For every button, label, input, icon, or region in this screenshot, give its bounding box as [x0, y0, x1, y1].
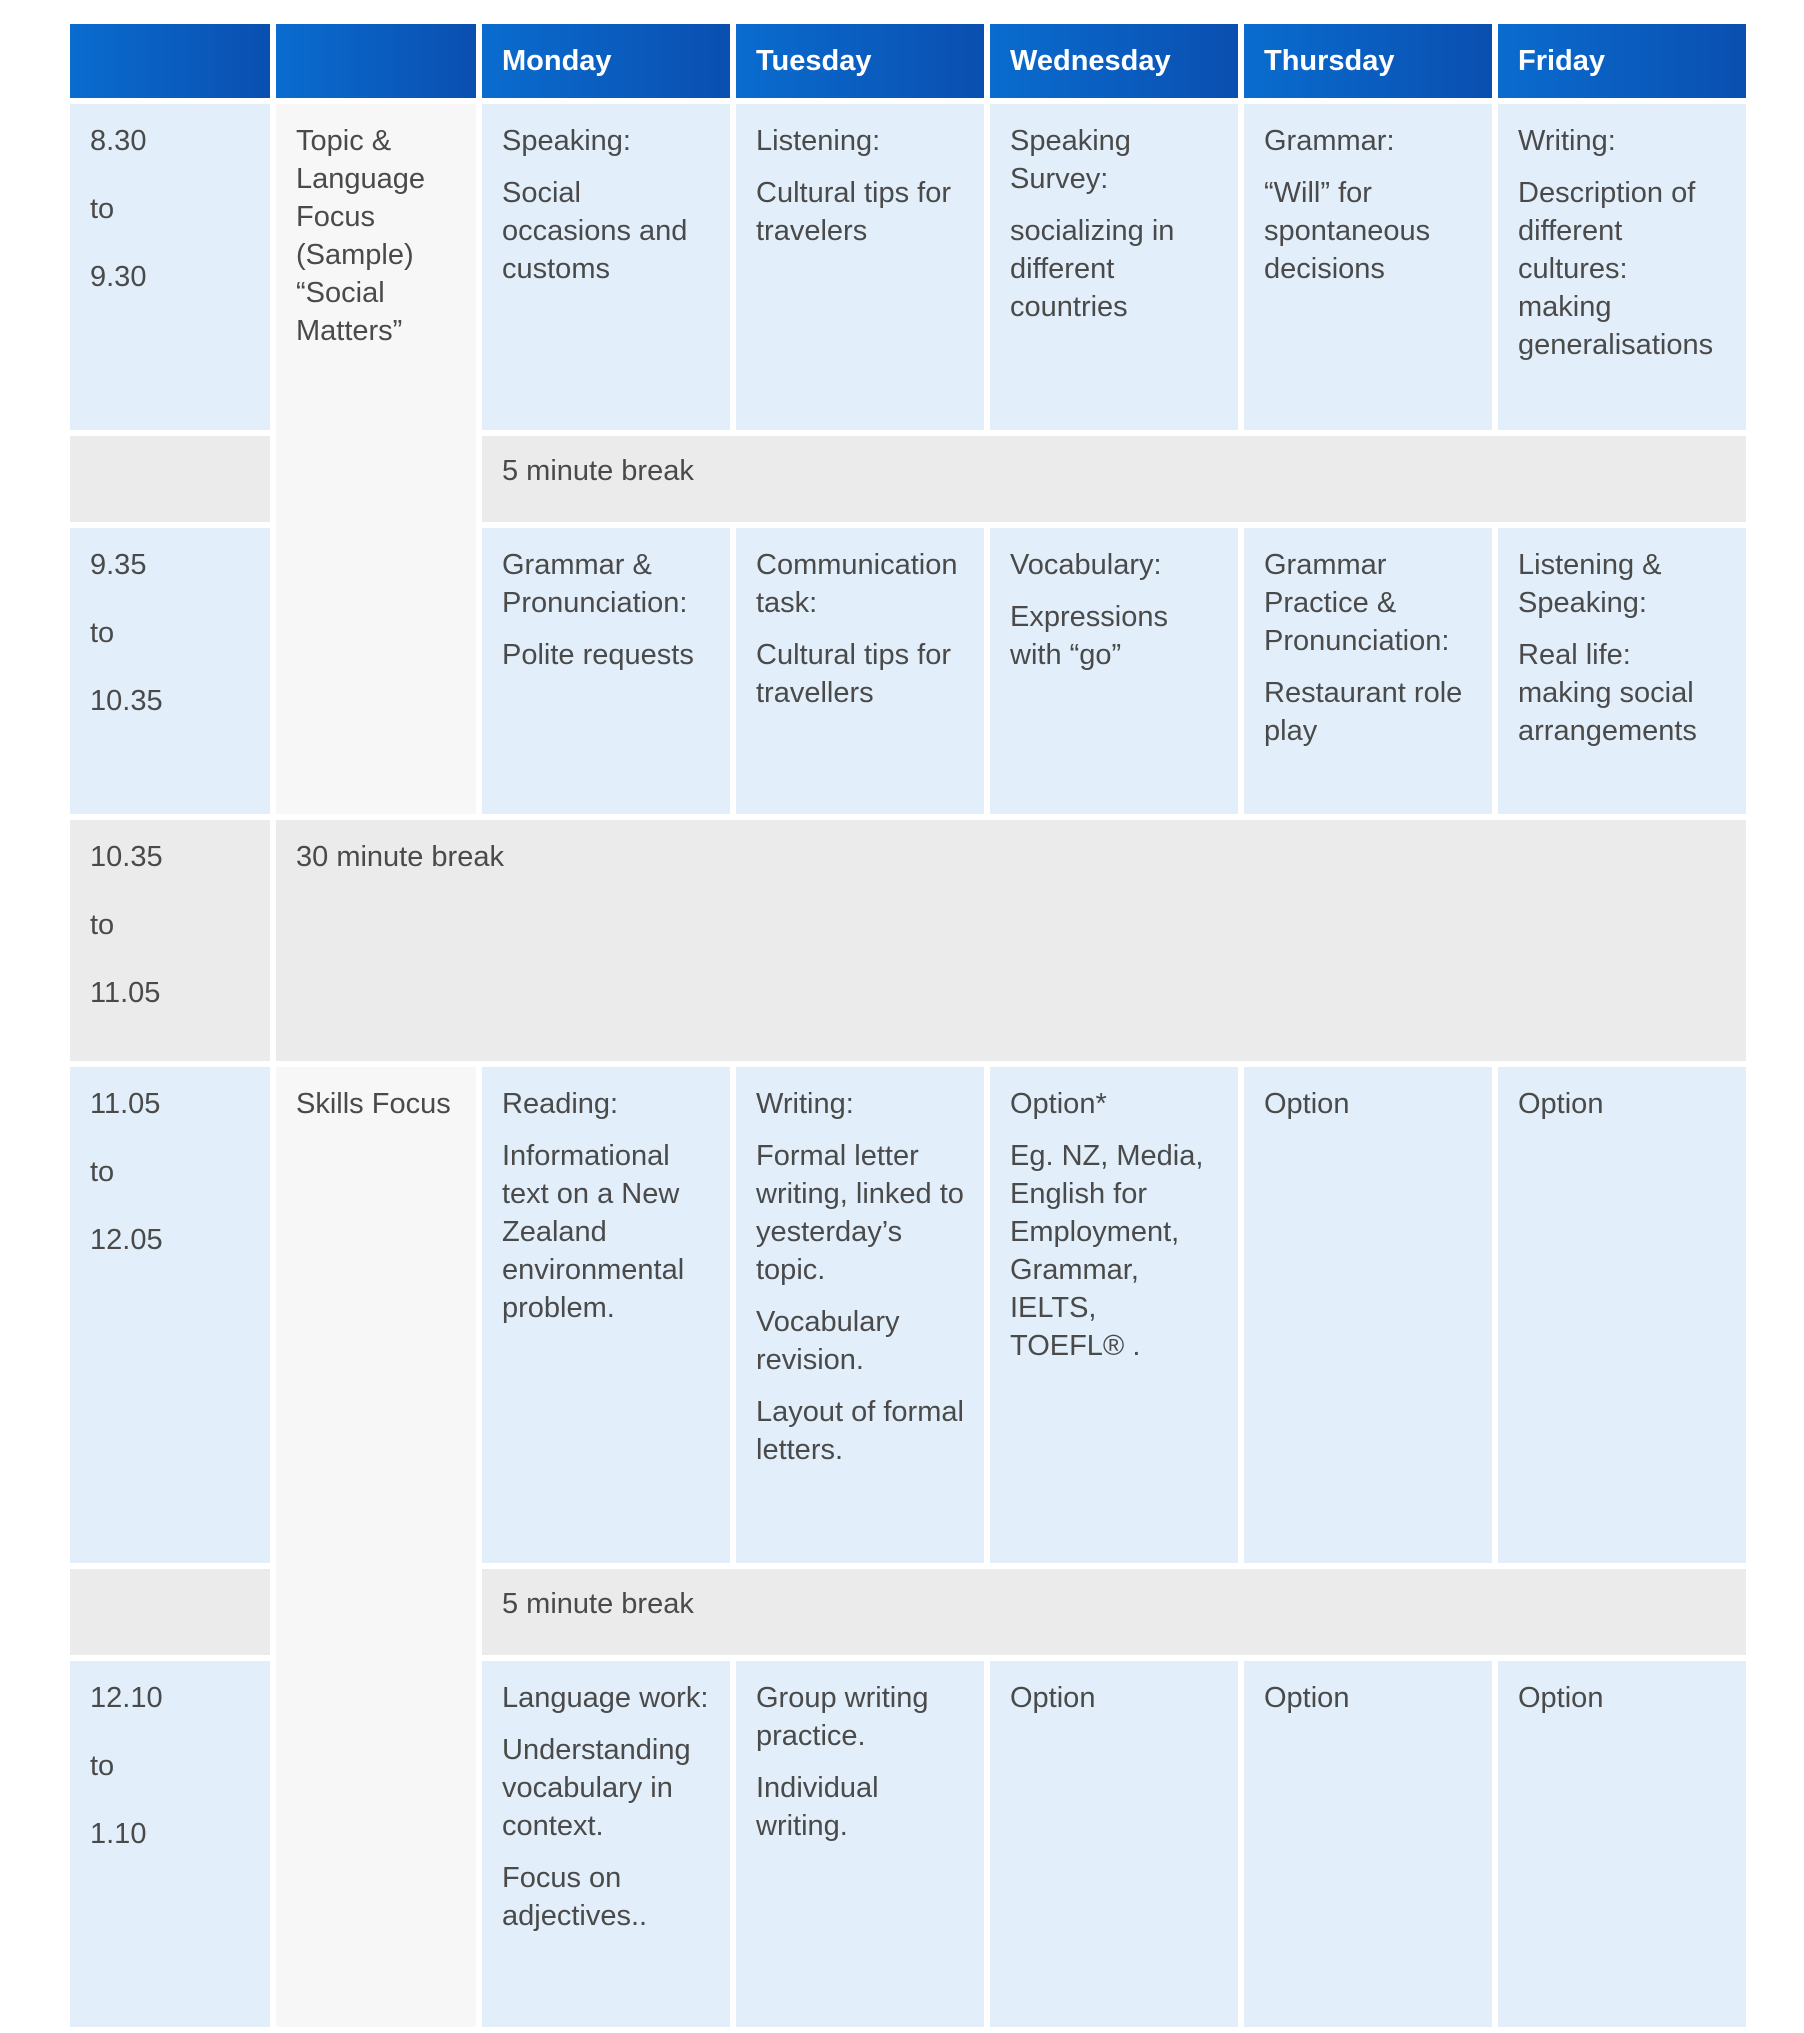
time-cell: 10.35 to 11.05: [70, 820, 270, 1061]
lesson-cell: Communication task: Cultural tips for travellers: [736, 528, 984, 814]
weekly-timetable: [64, 18, 1752, 2033]
lesson-cell: Writing: Description of different cultures: making generalisations: [1498, 104, 1746, 430]
lesson-cell: Option: [1498, 1067, 1746, 1563]
header-wednesday: Wednesday: [990, 24, 1238, 98]
break-cell: 5 minute break: [482, 436, 1746, 522]
lesson-cell: Listening: Cultural tips for travelers: [736, 104, 984, 430]
break-cell: 5 minute break: [482, 1569, 1746, 1655]
lesson-cell: Listening & Speaking: Real life: making social arrangements: [1498, 528, 1746, 814]
break-time-cell: [70, 1569, 270, 1655]
lesson-cell: Grammar: “Will” for spontaneous decisions: [1244, 104, 1492, 430]
topic-cell: Topic & Language Focus (Sample) “Social Matters”: [276, 104, 476, 814]
break-cell: 30 minute break: [276, 820, 1746, 1061]
header-time: [70, 24, 270, 98]
time-cell: 9.35 to 10.35: [70, 528, 270, 814]
lesson-cell: Reading: Informational text on a New Zealand environmental problem.: [482, 1067, 730, 1563]
time-cell: 8.30 to 9.30: [70, 104, 270, 430]
lesson-cell: Option* Eg. NZ, Media, English for Employment, Grammar, IELTS, TOEFL® .: [990, 1067, 1238, 1563]
header-monday: Monday: [482, 24, 730, 98]
lesson-cell: Speaking: Social occasions and customs: [482, 104, 730, 430]
header-tuesday: Tuesday: [736, 24, 984, 98]
lesson-cell: Option: [1244, 1661, 1492, 2027]
long-break-row: [70, 820, 1746, 1061]
session-row-1: [70, 104, 1746, 430]
lesson-cell: Group writing practice. Individual writing.: [736, 1661, 984, 2027]
lesson-cell: Vocabulary: Expressions with “go”: [990, 528, 1238, 814]
header-topic: [276, 24, 476, 98]
lesson-cell: Option: [990, 1661, 1238, 2027]
lesson-cell: Option: [1244, 1067, 1492, 1563]
header-row: [70, 24, 1746, 98]
lesson-cell: Language work: Understanding vocabulary in context. Focus on adjectives..: [482, 1661, 730, 2027]
time-cell: 11.05 to 12.05: [70, 1067, 270, 1563]
header-thursday: Thursday: [1244, 24, 1492, 98]
header-friday: Friday: [1498, 24, 1746, 98]
lesson-cell: Option: [1498, 1661, 1746, 2027]
topic-cell: Skills Focus: [276, 1067, 476, 2027]
break-time-cell: [70, 436, 270, 522]
time-cell: 12.10 to 1.10: [70, 1661, 270, 2027]
lesson-cell: Speaking Survey: socializing in different countries: [990, 104, 1238, 430]
lesson-cell: Grammar & Pronunciation: Polite requests: [482, 528, 730, 814]
lesson-cell: Grammar Practice & Pronunciation: Restaurant role play: [1244, 528, 1492, 814]
lesson-cell: Writing: Formal letter writing, linked to yesterday’s topic. Vocabulary revision. Layout of formal letters.: [736, 1067, 984, 1563]
session-row-3: [70, 1067, 1746, 1563]
